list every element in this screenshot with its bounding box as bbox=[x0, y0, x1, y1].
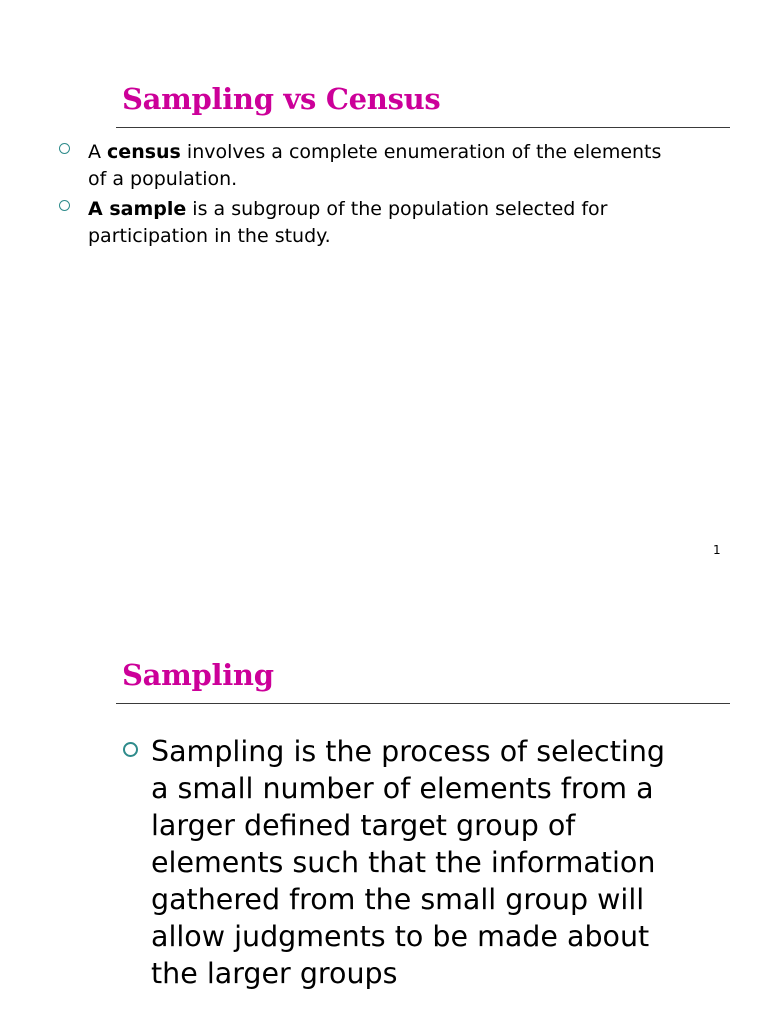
bullet-rest-text: involves a complete enumeration of the elements bbox=[180, 141, 662, 163]
bullet-line: gathered from the small group will bbox=[151, 883, 645, 916]
bullet-item-sampling-definition bbox=[151, 733, 751, 992]
slide-title: Sampling vs Census bbox=[122, 82, 441, 116]
bullet-item-census bbox=[88, 139, 748, 192]
bullet-list bbox=[88, 139, 748, 253]
bullet-line bbox=[88, 139, 748, 166]
bullet-rest-text: is a subgroup of the population selected for bbox=[186, 198, 608, 220]
bullet-text bbox=[88, 139, 748, 192]
bullet-line: participation in the study. bbox=[88, 224, 331, 247]
bullet-lead-text: A bbox=[88, 141, 108, 163]
bold-term: A sample bbox=[88, 198, 187, 220]
page-number: 1 bbox=[713, 543, 721, 557]
bullet-line: Sampling is the process of selecting bbox=[151, 735, 665, 768]
bullet-line: allow judgments to be made about bbox=[151, 920, 650, 953]
bullet-line: a small number of elements from a bbox=[151, 772, 654, 805]
bold-term: census bbox=[107, 141, 181, 163]
bullet-text bbox=[88, 196, 748, 249]
title-divider bbox=[116, 703, 730, 704]
bullet-list bbox=[151, 733, 751, 992]
title-divider bbox=[116, 127, 730, 128]
slide-2 bbox=[0, 580, 768, 1024]
bullet-text bbox=[151, 733, 751, 992]
bullet-line: elements such that the information bbox=[151, 846, 656, 879]
hollow-circle-bullet-icon bbox=[59, 143, 70, 154]
bullet-line: the larger groups bbox=[151, 957, 398, 990]
hollow-circle-bullet-icon bbox=[123, 742, 138, 757]
bullet-line bbox=[88, 196, 748, 223]
hollow-circle-bullet-icon bbox=[59, 200, 70, 211]
bullet-item-sample bbox=[88, 196, 748, 249]
bullet-line: of a population. bbox=[88, 167, 238, 190]
slide-title: Sampling bbox=[122, 658, 274, 692]
bullet-line: larger defined target group of bbox=[151, 809, 576, 842]
